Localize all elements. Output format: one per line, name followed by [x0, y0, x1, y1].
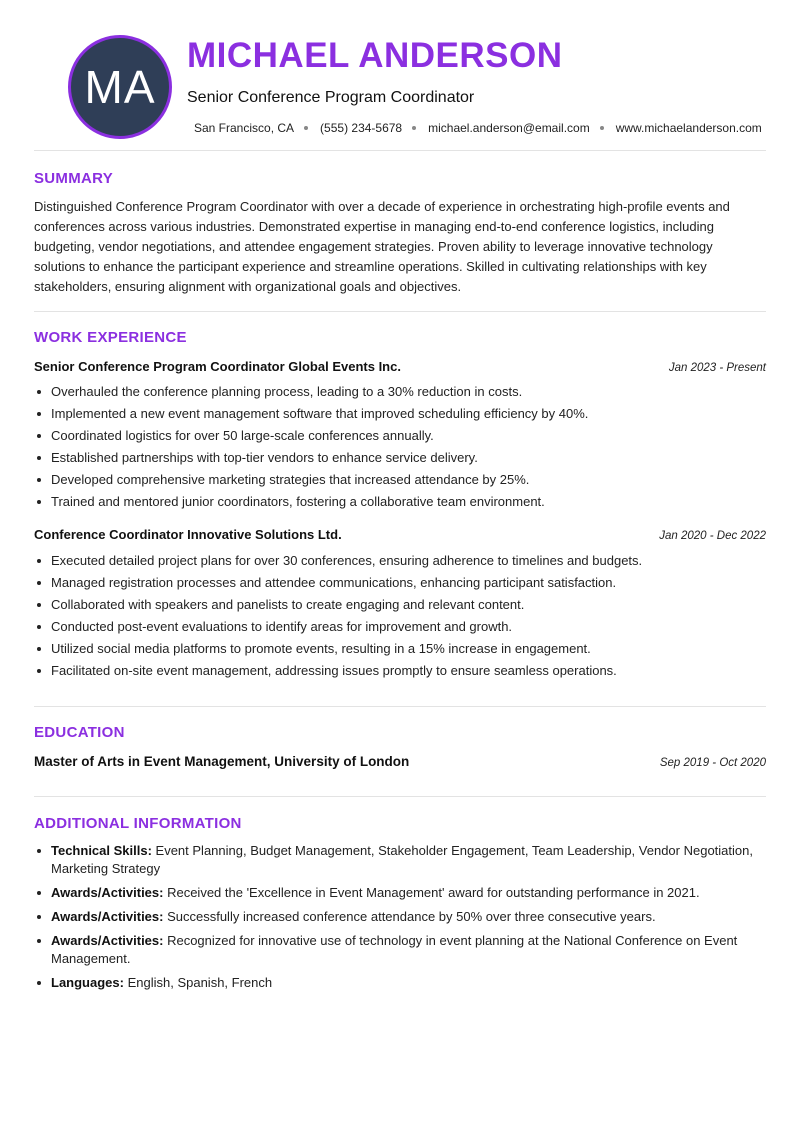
additional-title: ADDITIONAL INFORMATION — [34, 815, 242, 832]
list-item — [34, 974, 766, 992]
list-item — [34, 932, 766, 968]
item-text: English, Spanish, French — [123, 975, 273, 990]
contact-bar — [194, 121, 762, 135]
list-item: Established partnerships with top-tier vendors to enhance service delivery. — [34, 449, 766, 467]
job-header — [34, 527, 766, 542]
section-divider — [34, 796, 766, 797]
section-divider — [34, 706, 766, 707]
item-label: Awards/Activities: — [51, 909, 164, 924]
job-bullets — [34, 552, 766, 684]
list-item: Developed comprehensive marketing strategies that increased attendance by 25%. — [34, 471, 766, 489]
contact-location: San Francisco, CA — [194, 121, 295, 135]
list-item: Conducted post-event evaluations to identify areas for improvement and growth. — [34, 618, 766, 636]
list-item — [34, 842, 766, 878]
resume-header — [34, 0, 766, 150]
list-item: Facilitated on-site event management, addressing issues promptly to ensure seamless operations. — [34, 662, 766, 680]
section-divider — [34, 150, 766, 151]
list-item — [34, 908, 766, 926]
list-item — [34, 884, 766, 902]
item-text: Received the 'Excellence in Event Management' award for outstanding performance in 2021. — [163, 885, 700, 900]
avatar-initials: MA — [84, 61, 156, 113]
avatar — [68, 35, 172, 139]
degree-title: Master of Arts in Event Management, University of London — [34, 754, 410, 769]
education-title: EDUCATION — [34, 724, 125, 741]
candidate-role: Senior Conference Program Coordinator — [187, 89, 475, 106]
item-label: Awards/Activities: — [51, 933, 164, 948]
dot-separator-icon — [412, 126, 416, 130]
job-date: Jan 2023 - Present — [668, 362, 766, 374]
item-text: Recognized for innovative use of technology in event planning at the National Conference on Event Management. — [51, 933, 738, 966]
job-bullets — [34, 383, 766, 515]
summary-text: Distinguished Conference Program Coordinator with over a decade of experience in orchestrating high-profile events and conferences across various industries. Demonstrated expertise in managing end-to-end conference logistics, including budgeting, vendor negotiations, and attendee engagement strategies. Proven ability to leverage innovative technology solutions to enhance the participant experience and streamline operations. Skilled in cultivating relationships with key stakeholders, ensuring alignment with organizational goals and objectives. — [34, 199, 730, 294]
item-text: Successfully increased conference attendance by 50% over three consecutive years. — [163, 909, 656, 924]
list-item: Executed detailed project plans for over 30 conferences, ensuring adherence to timelines and budgets. — [34, 552, 766, 570]
job-title: Conference Coordinator Innovative Solutions Ltd. — [34, 527, 342, 542]
list-item: Managed registration processes and attendee communications, enhancing participant satisfaction. — [34, 574, 766, 592]
job-date: Jan 2020 - Dec 2022 — [659, 530, 766, 542]
list-item: Collaborated with speakers and panelists to create engaging and relevant content. — [34, 596, 766, 614]
list-item: Utilized social media platforms to promote events, resulting in a 15% increase in engagement. — [34, 640, 766, 658]
dot-separator-icon — [600, 126, 604, 130]
list-item: Overhauled the conference planning process, leading to a 30% reduction in costs. — [34, 383, 766, 401]
additional-list — [34, 842, 766, 998]
job-header — [34, 359, 766, 374]
job-title: Senior Conference Program Coordinator Global Events Inc. — [34, 359, 401, 374]
contact-email[interactable]: michael.anderson@email.com — [428, 121, 590, 135]
candidate-name: MICHAEL ANDERSON — [187, 36, 563, 75]
list-item: Implemented a new event management software that improved scheduling efficiency by 40%. — [34, 405, 766, 423]
dot-separator-icon — [304, 126, 308, 130]
item-label: Awards/Activities: — [51, 885, 164, 900]
education-date: Sep 2019 - Oct 2020 — [659, 757, 766, 769]
item-label: Languages: — [51, 975, 124, 990]
education-entry — [34, 754, 766, 769]
contact-phone: (555) 234-5678 — [320, 121, 403, 135]
section-divider — [34, 311, 766, 312]
item-text: Event Planning, Budget Management, Stakeholder Engagement, Team Leadership, Vendor Negotiation, Marketing Strategy — [51, 843, 753, 876]
summary-title: SUMMARY — [34, 170, 114, 187]
experience-title: WORK EXPERIENCE — [34, 329, 187, 346]
list-item: Coordinated logistics for over 50 large-scale conferences annually. — [34, 427, 766, 445]
list-item: Trained and mentored junior coordinators, fostering a collaborative team environment. — [34, 493, 766, 511]
item-label: Technical Skills: — [51, 843, 152, 858]
contact-website[interactable]: www.michaelanderson.com — [615, 121, 762, 135]
